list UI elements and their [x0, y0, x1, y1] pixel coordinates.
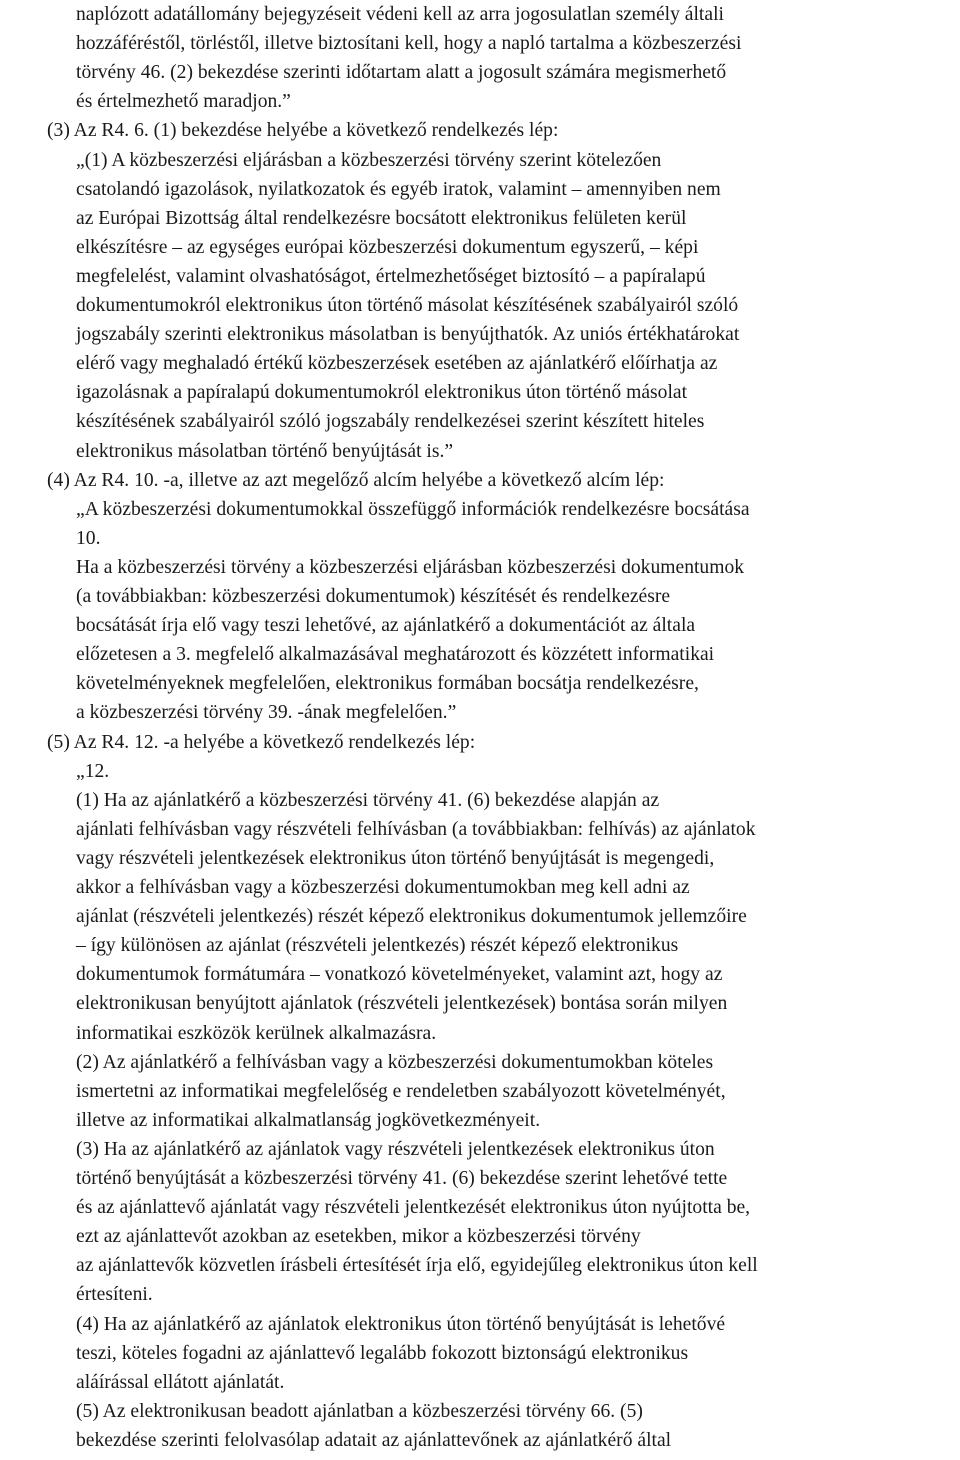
- text-line: bocsátását írja elő vagy teszi lehetővé, az ajánlatkérő a dokumentációt az általa: [76, 615, 696, 637]
- text-line: a közbeszerzési törvény 39. -ának megfelelően.”: [76, 702, 457, 724]
- text-line: Ha a közbeszerzési törvény a közbeszerzési eljárásban közbeszerzési dokumentumok: [76, 556, 745, 578]
- text-line: „12.: [76, 760, 110, 782]
- text-line: (5) Az R4. 12. -a helyébe a következő rendelkezés lép:: [47, 731, 476, 753]
- text-line: (a továbbiakban: közbeszerzési dokumentumok) készítését és rendelkezésre: [76, 586, 671, 607]
- text-line: (1) Ha az ajánlatkérő a közbeszerzési törvény 41. (6) bekezdése alapján az: [76, 789, 660, 811]
- text-line: ajánlati felhívásban vagy részvételi felhívásban (a továbbiakban: felhívás) az ajánlatok: [76, 818, 756, 840]
- text-line: akkor a felhívásban vagy a közbeszerzési dokumentumokban meg kell adni az: [76, 877, 690, 898]
- text-line: informatikai eszközök kerülnek alkalmazásra.: [76, 1022, 437, 1044]
- text-line: (3) Az R4. 6. (1) bekezdése helyébe a következő rendelkezés lép:: [47, 120, 559, 142]
- text-line: és értelmezhető maradjon.”: [76, 91, 291, 113]
- text-line: illetve az informatikai alkalmatlanság jogkövetkezményeit.: [76, 1109, 541, 1131]
- text-line: ajánlat (részvételi jelentkezés) részét képező elektronikus dokumentumok jellemzőire: [76, 906, 747, 928]
- text-line: és az ajánlattevő ajánlatát vagy részvételi jelentkezését elektronikus úton nyújtotta be,: [76, 1197, 751, 1219]
- text-line: ezt az ajánlattevőt azokban az esetekben, mikor a közbeszerzési törvény: [76, 1226, 641, 1248]
- text-line: jogszabály szerinti elektronikus másolatban is benyújthatók. Az uniós értékhatárokat: [76, 324, 740, 346]
- text-line: teszi, köteles fogadni az ajánlattevő legalább fokozott biztonságú elektronikus: [76, 1342, 689, 1364]
- text-line: elektronikusan benyújtott ajánlatok (részvételi jelentkezések) bontása során milyen: [76, 993, 728, 1015]
- text-line: (5) Az elektronikusan beadott ajánlatban a közbeszerzési törvény 66. (5): [76, 1400, 643, 1422]
- text-line: értesíteni.: [76, 1284, 153, 1306]
- text-line: elérő vagy meghaladó értékű közbeszerzések esetében az ajánlatkérő előírhatja az: [76, 353, 718, 375]
- text-line: készítésének szabályairól szóló jogszabály rendelkezései szerint készített hiteles: [76, 411, 705, 433]
- text-line: az ajánlattevők közvetlen írásbeli értesítését írja elő, egyidejűleg elektronikus úton kell: [76, 1255, 758, 1277]
- text-line: ismertetni az informatikai megfelelőség e rendeletben szabályozott követelményét,: [76, 1080, 726, 1102]
- text-line: aláírással ellátott ajánlatát.: [76, 1371, 285, 1393]
- text-line: az Európai Bizottság által rendelkezésre bocsátott elektronikus felületen kerül: [76, 207, 687, 229]
- text-line: törvény 46. (2) bekezdése szerinti időtartam alatt a jogosult számára megismerhető: [76, 62, 727, 84]
- text-line: követelményeknek megfelelően, elektronikus formában bocsátja rendelkezésre,: [76, 673, 699, 695]
- text-line: (4) Az R4. 10. -a, illetve az azt megelőző alcím helyébe a következő alcím lép:: [47, 469, 665, 491]
- text-line: elkészítésre – az egységes európai közbeszerzési dokumentum egyszerű, – képi: [76, 236, 699, 258]
- text-line: „A közbeszerzési dokumentumokkal összefüggő információk rendelkezésre bocsátása: [76, 498, 750, 520]
- text-line: hozzáféréstől, törléstől, illetve biztosítani kell, hogy a napló tartalma a közbeszerzési: [76, 33, 742, 55]
- text-line: vagy részvételi jelentkezések elektronikus úton történő benyújtását is megengedi,: [76, 847, 715, 869]
- text-line: „(1) A közbeszerzési eljárásban a közbeszerzési törvény szerint kötelezően: [76, 149, 662, 171]
- text-line: – így különösen az ajánlat (részvételi jelentkezés) részét képező elektronikus: [76, 935, 679, 957]
- text-line: (3) Ha az ajánlatkérő az ajánlatok vagy részvételi jelentkezések elektronikus úton: [76, 1138, 715, 1160]
- text-line: naplózott adatállomány bejegyzéseit védeni kell az arra jogosulatlan személy általi: [76, 4, 724, 25]
- text-line: bekezdése szerinti felolvasólap adatait az ajánlattevőnek az ajánlatkérő által: [76, 1429, 672, 1451]
- text-line: csatolandó igazolások, nyilatkozatok és egyéb iratok, valamint – amennyiben nem: [76, 178, 721, 200]
- text-line: történő benyújtását a közbeszerzési törvény 41. (6) bekezdése szerint lehetővé tette: [76, 1168, 728, 1189]
- text-line: igazolásnak a papíralapú dokumentumokról elektronikus úton történő másolat: [76, 382, 688, 404]
- text-line: (2) Az ajánlatkérő a felhívásban vagy a közbeszerzési dokumentumokban köteles: [76, 1051, 714, 1073]
- text-line: dokumentumok formátumára – vonatkozó követelményeket, valamint azt, hogy az: [76, 964, 723, 986]
- text-line: 10.: [76, 527, 101, 549]
- text-line: elektronikus másolatban történő benyújtását is.”: [76, 440, 454, 462]
- text-line: dokumentumokról elektronikus úton történő másolat készítésének szabályairól szóló: [76, 295, 739, 316]
- text-line: megfelelést, valamint olvashatóságot, értelmezhetőséget biztosító – a papíralapú: [76, 265, 706, 287]
- text-line: (4) Ha az ajánlatkérő az ajánlatok elektronikus úton történő benyújtását is lehetővé: [76, 1313, 726, 1335]
- text-line: előzetesen a 3. megfelelő alkalmazásával meghatározott és közzétett informatikai: [76, 644, 715, 666]
